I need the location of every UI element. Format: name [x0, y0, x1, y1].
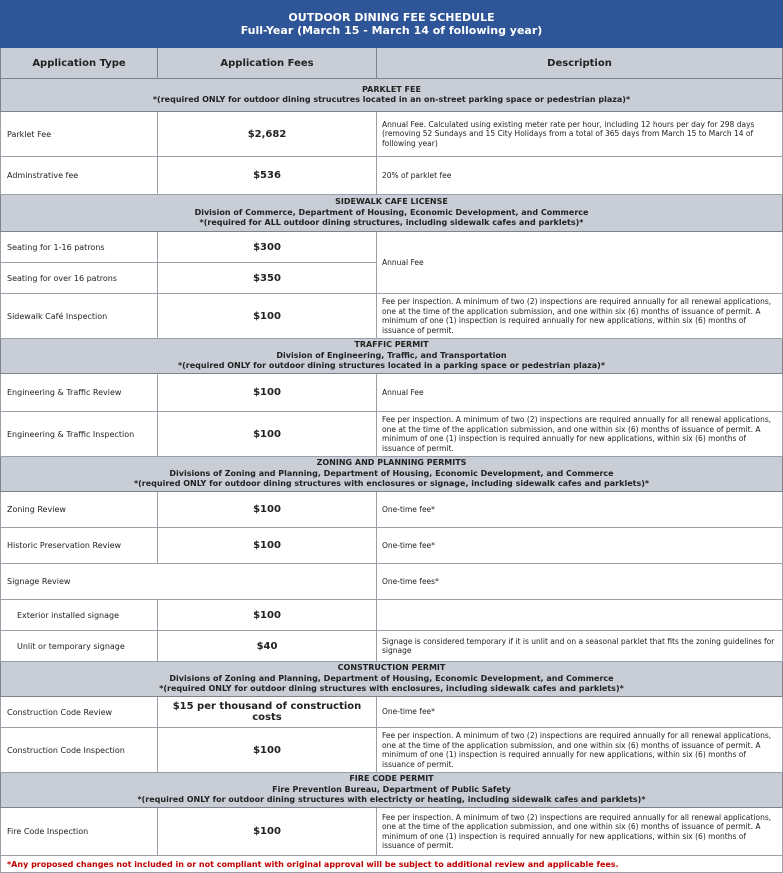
application-fee: $100 [158, 492, 377, 528]
table-row [1, 157, 783, 195]
table-row [1, 528, 783, 564]
description: 20% of parklet fee [377, 157, 783, 195]
application-fee: $40 [158, 631, 377, 662]
application-type: Sidewalk Café Inspection [1, 294, 158, 339]
table-row [1, 412, 783, 457]
description [377, 600, 783, 631]
application-fee: $100 [158, 528, 377, 564]
table-row [1, 631, 783, 662]
table-row [1, 697, 783, 728]
table-row [1, 374, 783, 412]
title-row [1, 1, 783, 48]
header-application-type: Application Type [1, 48, 158, 79]
table-row [1, 600, 783, 631]
application-fee: $100 [158, 600, 377, 631]
section-note: *(required ONLY for outdoor dining structures with enclosures or signage, including sidewalk cafes and parklets)* [133, 479, 650, 489]
application-fee: $536 [158, 157, 377, 195]
header-description: Description [377, 48, 783, 79]
section-title: SIDEWALK CAFE LICENSE [335, 197, 448, 207]
section-note: *(required ONLY for outdoor dining strucutres located in an on-street parking space or pedestrian plaza)* [152, 95, 631, 104]
table-row [1, 492, 783, 528]
application-type: Parklet Fee [1, 112, 158, 157]
description: Fee per inspection. A minimum of two (2) inspections are required annually for all renewal applications, one at the time of the application submission, and one within six (6) months of issuance of permit. A minimum of one (1) inspection is required annually for new applications, within six (6) months of issuance of permit. [377, 808, 783, 856]
application-type: Historic Preservation Review [1, 528, 158, 564]
description: One-time fee* [377, 697, 783, 728]
application-type: Adminstrative fee [1, 157, 158, 195]
description: Fee per inspection. A minimum of two (2) inspections are required annually for all renewal applications, one at the time of the application submission, and one within six (6) months of issuance of permit. A minimum of one (1) inspection is required annually for new applications, within six (6) months of issuance of permit. [377, 294, 783, 339]
application-fee: $100 [158, 294, 377, 339]
application-fee: $15 per thousand of construction costs [158, 697, 377, 728]
application-type: Construction Code Review [1, 697, 158, 728]
application-fee: $100 [158, 374, 377, 412]
table-row [1, 294, 783, 339]
description: One-time fee* [377, 528, 783, 564]
description: Fee per inspection. A minimum of two (2) inspections are required annually for all renewal applications, one at the time of the application submission, and one within six (6) months of issuance of permit. A minimum of one (1) inspection is required annually for new applications, within six (6) months of issuance of permit. [377, 728, 783, 773]
section-header-fire [1, 773, 783, 808]
application-type: Fire Code Inspection [1, 808, 158, 856]
description: Annual Fee [377, 374, 783, 412]
application-type: Engineering & Traffic Inspection [1, 412, 158, 457]
application-fee: $100 [158, 808, 377, 856]
section-title: TRAFFIC PERMIT [354, 340, 429, 350]
section-header-sidewalk [1, 195, 783, 232]
section-division: Divisions of Zoning and Planning, Department of Housing, Economic Development, and Commerce [169, 468, 614, 478]
application-fee: $350 [158, 263, 377, 294]
application-type: Unlit or temporary signage [1, 631, 158, 662]
description: One-time fee* [377, 492, 783, 528]
application-fee: $2,682 [158, 112, 377, 157]
title-cell [1, 1, 783, 48]
footnote-row [1, 856, 783, 873]
application-fee: $300 [158, 232, 377, 263]
table-row [1, 808, 783, 856]
section-division: Fire Prevention Bureau, Department of Public Safety [272, 784, 511, 794]
description: Fee per inspection. A minimum of two (2) inspections are required annually for all renewal applications, one at the time of the application submission, and one within six (6) months of issuance of permit. A minimum of one (1) inspection is required annually for new applications, within six (6) months of issuance of permit. [377, 412, 783, 457]
table-row [1, 728, 783, 773]
section-title: PARKLET FEE [362, 84, 421, 94]
description: Annual Fee [377, 232, 783, 294]
section-title: ZONING AND PLANNING PERMITS [316, 458, 467, 468]
schedule-title: OUTDOOR DINING FEE SCHEDULE [288, 11, 495, 24]
section-title: CONSTRUCTION PERMIT [337, 663, 446, 673]
section-note: *(required ONLY for outdoor dining structures with enclosures, including sidewalk cafes and parklets)* [159, 684, 624, 694]
description: One-time fees* [377, 564, 783, 600]
application-type: Engineering & Traffic Review [1, 374, 158, 412]
section-header-construction [1, 662, 783, 697]
table-row [1, 564, 783, 600]
section-division: Division of Commerce, Department of Housing, Economic Development, and Commerce [194, 207, 589, 217]
section-note: *(required ONLY for outdoor dining structures with electricty or heating, including sidewalk cafes and parklets)* [137, 795, 646, 805]
column-header-row [1, 48, 783, 79]
section-division: Division of Engineering, Traffic, and Transportation [276, 350, 507, 360]
section-header-zoning [1, 457, 783, 492]
table-row [1, 112, 783, 157]
section-note: *(required ONLY for outdoor dining structures located in a parking space or pedestrian plaza)* [177, 361, 606, 371]
application-type: Zoning Review [1, 492, 158, 528]
application-type: Seating for 1-16 patrons [1, 232, 158, 263]
schedule-subtitle: Full-Year (March 15 - March 14 of following year) [240, 24, 543, 37]
table-row [1, 232, 783, 263]
section-header-parklet [1, 79, 783, 112]
description: Annual Fee. Calculated using existing meter rate per hour, including 12 hours per day for 298 days (removing 52 Sundays and 15 City Holidays from a total of 365 days from March 15 to March 14 of following year) [377, 112, 783, 157]
application-type: Seating for over 16 patrons [1, 263, 158, 294]
header-application-fees: Application Fees [158, 48, 377, 79]
application-fee: $100 [158, 412, 377, 457]
section-division: Divisions of Zoning and Planning, Department of Housing, Economic Development, and Commerce [169, 673, 614, 683]
application-type: Exterior installed signage [1, 600, 158, 631]
description: Signage is considered temporary if it is unlit and on a seasonal parklet that fits the zoning guidelines for signage [377, 631, 783, 662]
footnote: *Any proposed changes not included in or not compliant with original approval will be subject to additional review and applicable fees. [1, 856, 783, 873]
application-type: Signage Review [1, 564, 377, 600]
section-title: FIRE CODE PERMIT [349, 774, 434, 784]
application-type: Construction Code Inspection [1, 728, 158, 773]
section-header-traffic [1, 339, 783, 374]
section-note: *(required for ALL outdoor dining structures, including sidewalk cafes and parklets)* [199, 218, 584, 228]
application-fee: $100 [158, 728, 377, 773]
